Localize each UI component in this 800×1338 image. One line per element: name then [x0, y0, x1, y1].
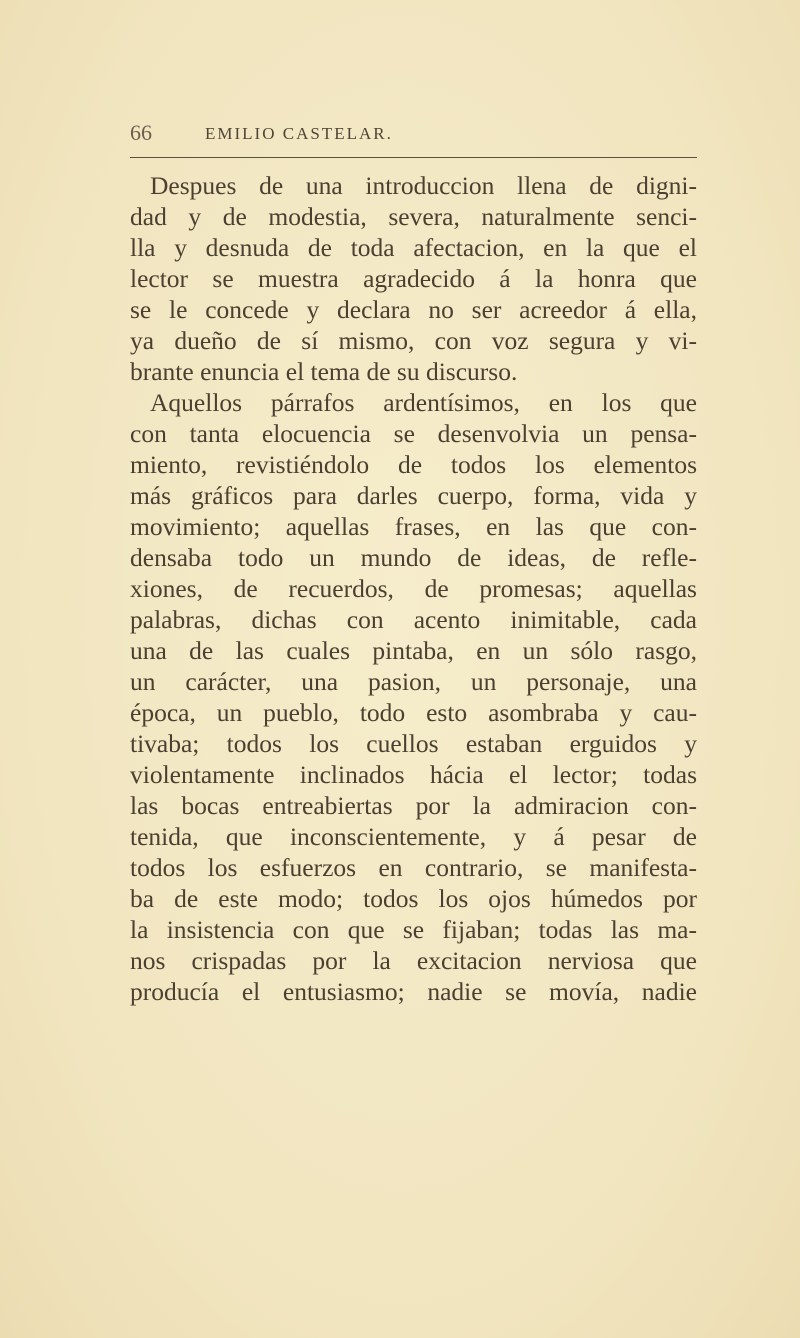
text-line: época, un pueblo, todo esto asombraba y cau-	[130, 698, 697, 727]
text-line: nos crispadas por la excitacion nerviosa que	[130, 946, 697, 975]
text-line: las bocas entreabiertas por la admiracion con-	[130, 791, 697, 820]
text-line: se le concede y declara no ser acreedor á ella,	[130, 295, 697, 324]
text-line: dad y de modestia, severa, naturalmente senci-	[130, 202, 697, 231]
text-line: todos los esfuerzos en contrario, se manifesta-	[130, 853, 697, 882]
text-line: ba de este modo; todos los ojos húmedos por	[130, 884, 697, 913]
text-line: lla y desnuda de toda afectacion, en la que el	[130, 233, 697, 262]
text-line: movimiento; aquellas frases, en las que con-	[130, 512, 697, 541]
text-line: miento, revistiéndolo de todos los elementos	[130, 450, 697, 479]
text-line: palabras, dichas con acento inimitable, cada	[130, 605, 697, 634]
text-line: más gráficos para darles cuerpo, forma, vida y	[130, 481, 697, 510]
text-line: una de las cuales pintaba, en un sólo rasgo,	[130, 636, 697, 665]
text-line: tenida, que inconscientemente, y á pesar de	[130, 822, 697, 851]
page-number: 66	[130, 120, 152, 145]
text-line: densaba todo un mundo de ideas, de refle-	[130, 543, 697, 572]
header-rule	[130, 157, 697, 158]
text-line: brante enuncia el tema de su discurso.	[130, 357, 518, 386]
text-line: tivaba; todos los cuellos estaban erguidos y	[130, 729, 697, 758]
page-header	[130, 120, 697, 150]
text-line: un carácter, una pasion, un personaje, una	[130, 667, 697, 696]
text-line: Aquellos párrafos ardentísimos, en los que	[150, 388, 697, 417]
text-line: xiones, de recuerdos, de promesas; aquellas	[130, 574, 697, 603]
running-title: EMILIO CASTELAR.	[205, 124, 393, 143]
text-line: Despues de una introduccion llena de digni-	[150, 171, 697, 200]
text-line: con tanta elocuencia se desenvolvia un pensa-	[130, 419, 697, 448]
text-line: ya dueño de sí mismo, con voz segura y vi-	[130, 326, 697, 355]
text-line: violentamente inclinados hácia el lector; todas	[130, 760, 697, 789]
text-line: producía el entusiasmo; nadie se movía, nadie	[130, 977, 697, 1006]
text-line: lector se muestra agradecido á la honra que	[130, 264, 697, 293]
text-line: la insistencia con que se fijaban; todas las ma-	[130, 915, 697, 944]
body-text	[130, 170, 697, 1007]
